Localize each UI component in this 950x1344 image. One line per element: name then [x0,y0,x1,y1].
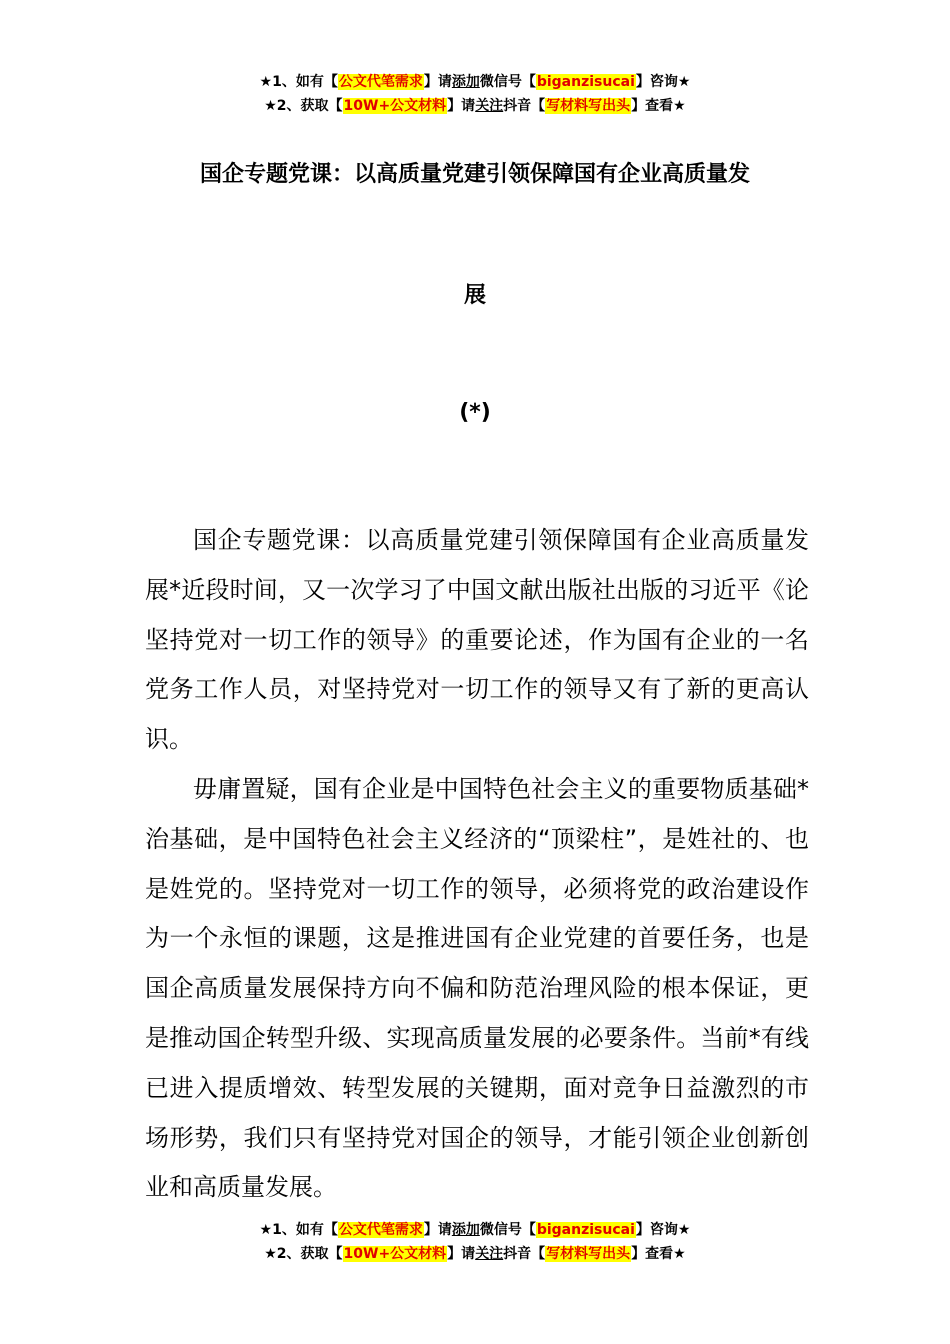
promo-text: 微信号【 [479,1222,536,1238]
promo-text: ★1、如有【 [259,74,338,90]
body-paragraph-2: 毋庸置疑，国有企业是中国特色社会主义的重要物质基础*治基础，是中国特色社会主义经济的“顶梁柱”，是姓社的、也是姓党的。坚持党对一切工作的领导，必须将党的政治建设作为一个永恒的课题，这是推进国有企业党建的首要任务，也是国企高质量发展保持方向不偏和防范治理风险的根本保证，更是推动国企转型升级、实现高质量发展的必要条件。当前*有线已进入提质增效、转型发展的关键期，面对竞争日益激烈的市场形势，我们只有坚持党对国企的领导，才能引领企业创新创业和高质量发展。 [145,774,809,1202]
promo-text: 】请 [423,74,452,90]
promo-text: 】咨询★ [635,1222,691,1238]
document-title-line-1: 国企专题党课：以高质量党建引领保障国有企业高质量发 [199,162,750,187]
promo-text: ★2、获取【 [264,1246,343,1262]
promo-text: 】咨询★ [635,74,691,90]
promo-line-1 [0,1218,950,1242]
promo-text: 】查看★ [631,98,686,114]
document-author: (*) [459,400,491,425]
promo-underline-text: 添加 [451,1222,480,1238]
promo-text: 微信号【 [479,74,536,90]
body-paragraph-1: 国企专题党课：以高质量党建引领保障国有企业高质量发展*近段时间，又一次学习了中国文献出版社出版的习近平《论坚持党对一切工作的领导》的重要论述，作为国有企业的一名党务工作人员，对坚持党对一切工作的领导又有了新的更高认识。 [145,526,809,754]
promo-highlight: 写材料写出头 [546,1246,631,1262]
promo-text: 抖音【 [503,98,546,114]
promo-highlight: 写材料写出头 [546,98,631,114]
promo-text: ★1、如有【 [259,1222,338,1238]
promo-underline-text: 关注 [475,1246,504,1262]
promo-highlight: 10W+公文材料 [343,98,447,114]
promo-highlight: 公文代笔需求 [338,1222,423,1238]
promo-highlight: biganzisucai [536,1222,635,1238]
promo-text: 】请 [447,1246,476,1262]
promo-text: 】请 [423,1222,452,1238]
promo-highlight: 10W+公文材料 [343,1246,447,1262]
document-body [145,516,809,1213]
promo-text: 】请 [447,98,476,114]
promo-highlight: 公文代笔需求 [338,74,423,90]
promo-underline-text: 添加 [451,74,480,90]
promo-line-2 [0,1242,950,1266]
promo-line-1 [0,70,950,94]
promo-text: 】查看★ [631,1246,686,1262]
promo-underline-text: 关注 [475,98,504,114]
promo-text: 抖音【 [503,1246,546,1262]
promo-text: ★2、获取【 [264,98,343,114]
promo-line-2 [0,94,950,118]
promo-banner-top [0,70,950,118]
promo-highlight: biganzisucai [536,74,635,90]
promo-banner-bottom [0,1218,950,1266]
document-title-line-2: 展 [463,283,486,308]
